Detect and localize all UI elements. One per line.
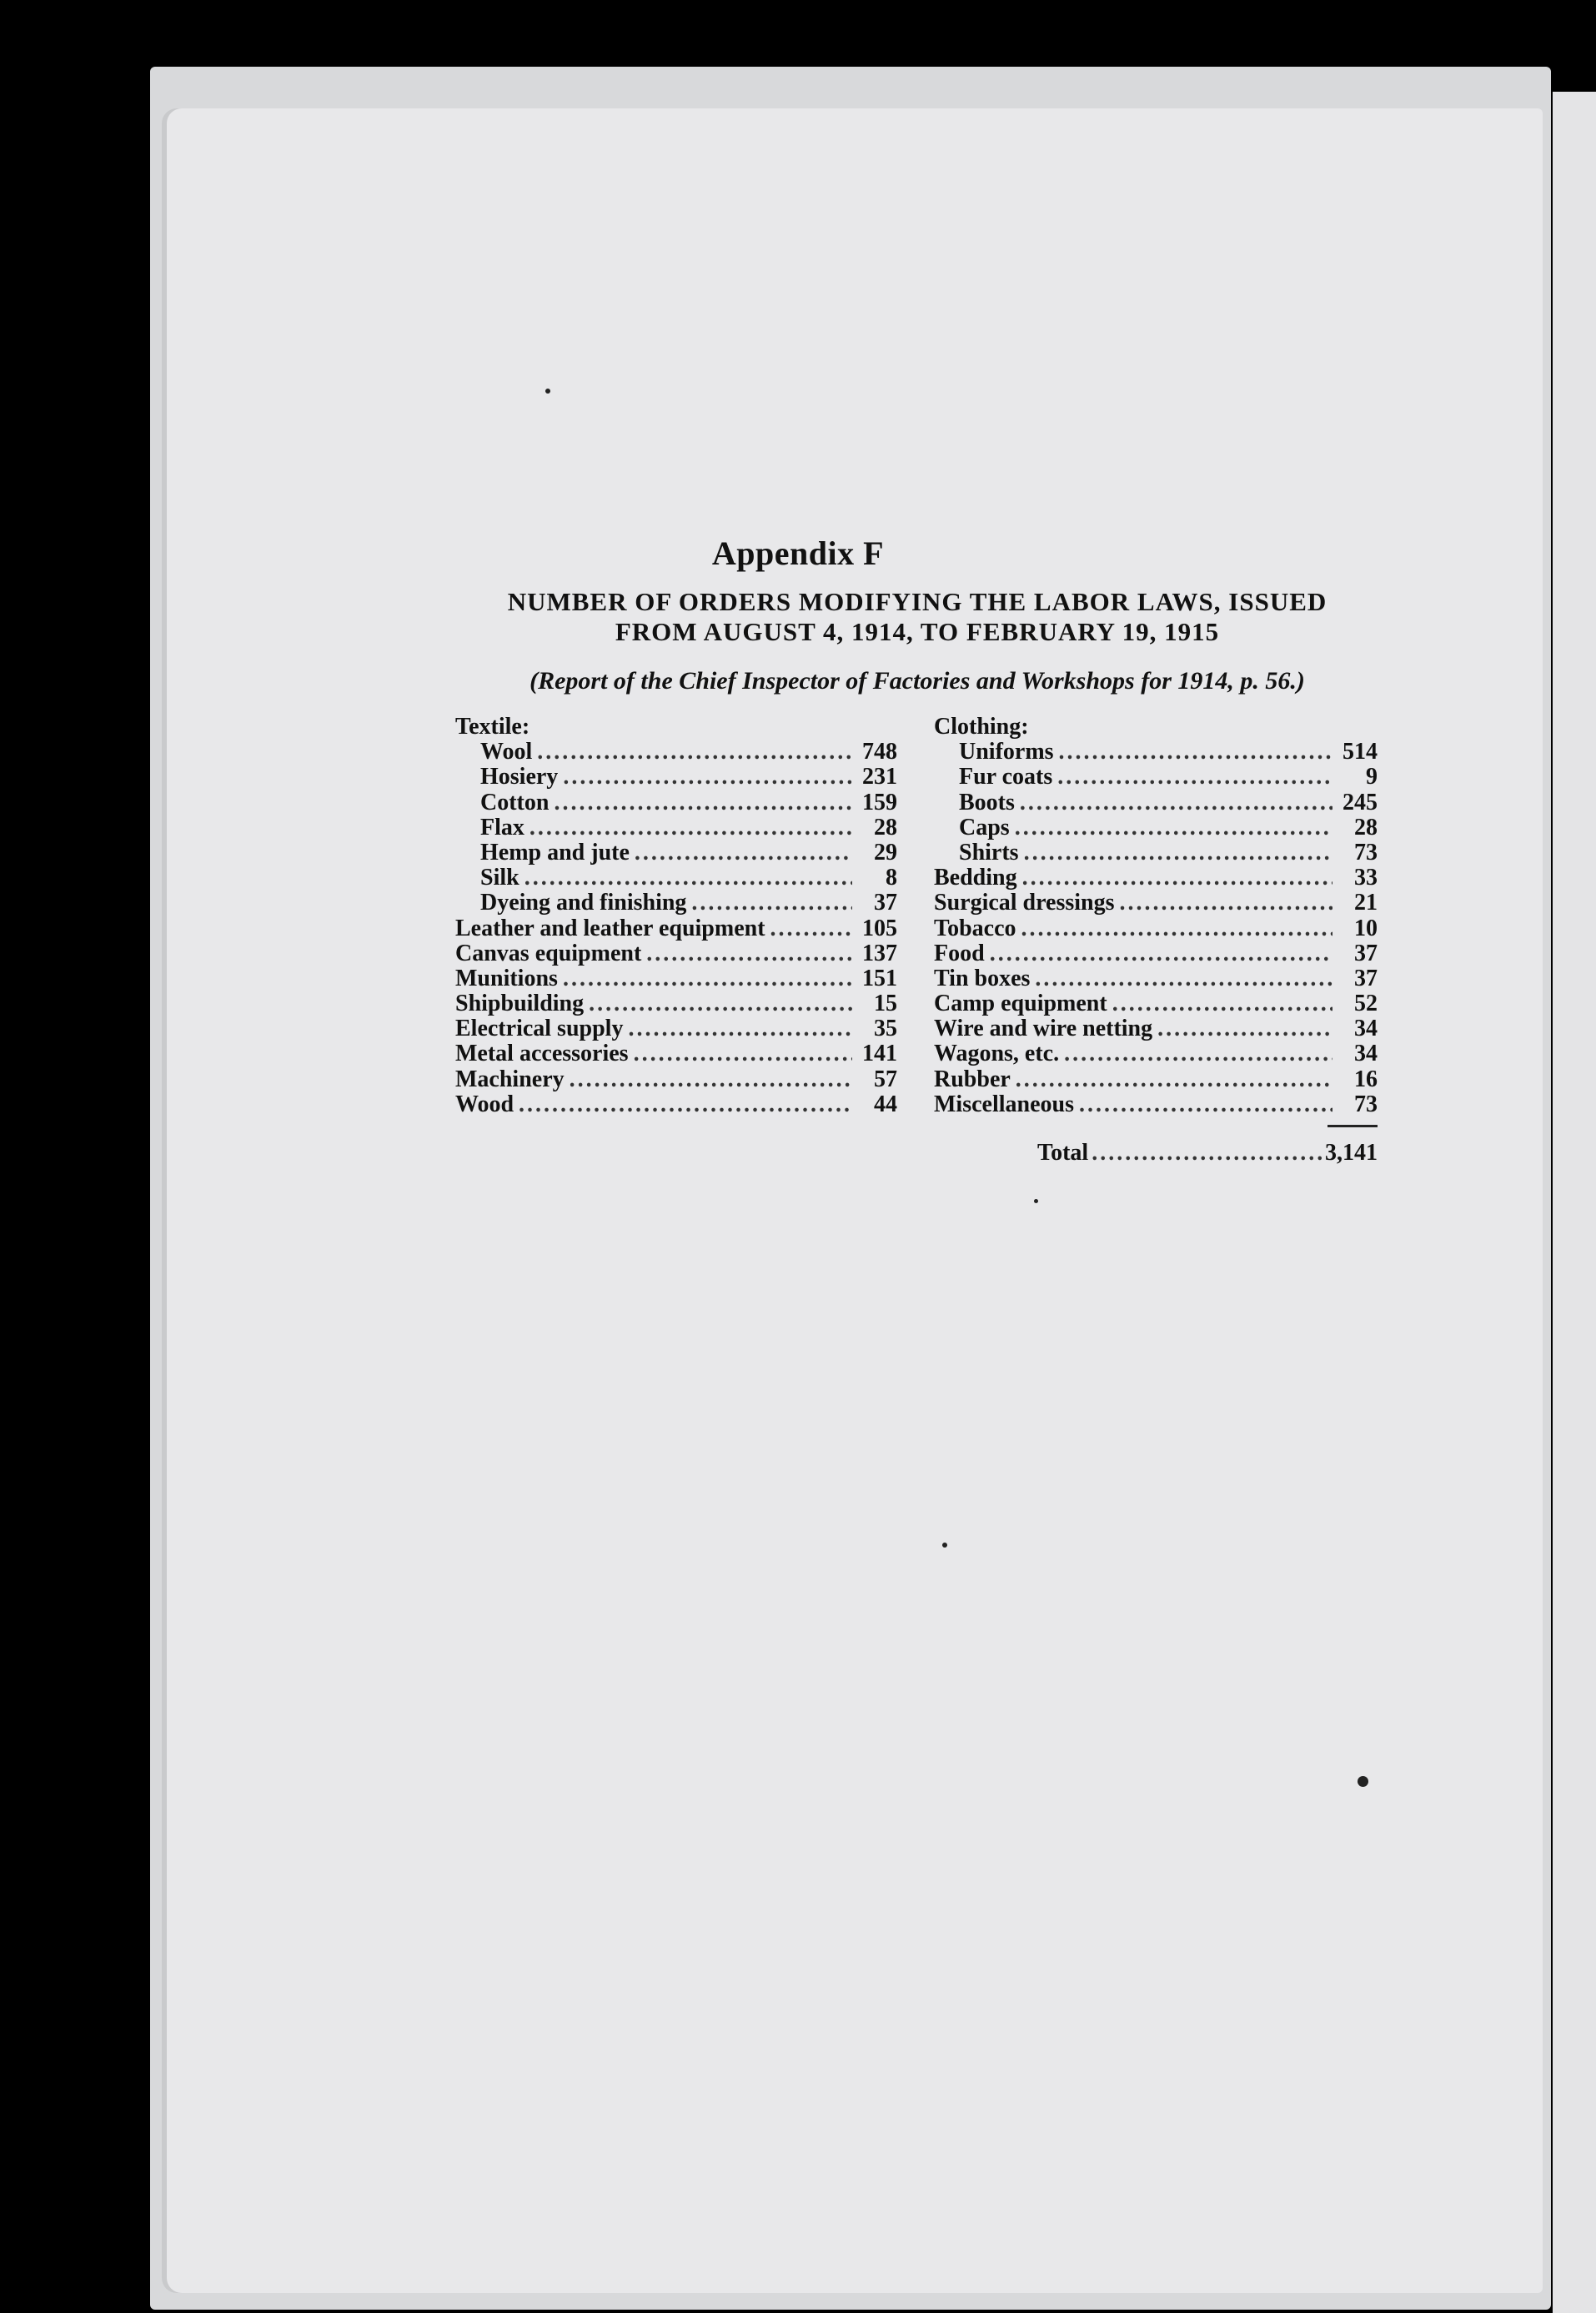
table-heading [417,587,1418,647]
row-value: 34 [1354,1016,1378,1042]
facing-page-edge [1553,92,1596,2313]
source-citation: (Report of the Chief Inspector of Factories and Workshops for 1914, p. 56.) [529,667,1305,695]
table-row [455,916,897,941]
leader-dots [646,941,852,966]
row-value: 748 [862,739,897,765]
table-row [934,991,1378,1016]
table-row [934,765,1378,790]
row-value: 35 [874,1016,897,1042]
row-label: Caps [959,814,1010,840]
row-value: 9 [1366,764,1378,790]
leader-dots [529,815,852,840]
table-row [455,815,897,840]
row-label: Tobacco [934,915,1016,941]
row-value: 37 [1354,940,1378,966]
leader-dots [519,1092,852,1117]
leader-dots [1059,740,1333,765]
table-row [934,790,1378,815]
table-row [934,740,1378,765]
row-value: 34 [1354,1041,1378,1067]
left-column [455,715,897,1117]
leader-dots [770,916,852,941]
row-label: Rubber [934,1066,1011,1092]
total-rule [1327,1125,1378,1127]
row-value: 21 [1354,890,1378,916]
table-row [455,1016,897,1041]
table-row [455,1067,897,1092]
table-row [934,891,1378,916]
table-row [934,815,1378,840]
leader-dots [990,941,1333,966]
right-column [934,715,1378,1117]
row-label: Silk [480,865,519,891]
leader-dots [1015,815,1333,840]
row-value: 73 [1354,839,1378,865]
row-label: Canvas equipment [455,940,642,966]
row-value: 514 [1343,739,1378,765]
table-row [934,1016,1378,1041]
row-value: 37 [874,890,897,916]
table-row [455,840,897,865]
leader-dots [589,991,852,1016]
table-row [934,840,1378,865]
table-row [934,966,1378,991]
leader-dots [1022,865,1333,891]
leader-dots [563,765,852,790]
row-label: Shipbuilding [455,991,585,1017]
row-label: Cotton [480,789,550,815]
row-label: Hosiery [480,764,559,790]
row-value: 10 [1354,915,1378,941]
table-row [455,941,897,966]
leader-dots [1057,765,1333,790]
row-label: Electrical supply [455,1016,624,1042]
document-page [167,108,1543,2293]
row-value: 28 [874,814,897,840]
row-value: 37 [1354,965,1378,991]
row-label: Machinery [455,1066,565,1092]
leader-dots [635,840,852,865]
row-value: 15 [874,991,897,1017]
leader-dots [1079,1092,1333,1117]
row-label: Bedding [934,865,1017,891]
leader-dots [1120,891,1333,916]
total-label: Total [1037,1140,1089,1166]
leader-dots [1064,1041,1333,1066]
row-label: Munitions [455,965,558,991]
row-label: Metal accessories [455,1041,629,1067]
row-label: Wood [455,1091,514,1117]
table-row [934,1067,1378,1092]
category-header [455,715,897,740]
row-value: 245 [1343,789,1378,815]
leader-dots [1016,1067,1333,1092]
speck [1358,1776,1368,1787]
table-row [455,1041,897,1066]
row-value: 57 [874,1066,897,1092]
row-label: Uniforms [959,739,1054,765]
row-label: Wool [480,739,533,765]
speck [1034,1199,1038,1203]
leader-dots [1020,790,1333,815]
row-value: 8 [886,865,897,891]
table-row [455,991,897,1016]
row-value: 105 [862,915,897,941]
leader-dots [628,1016,852,1041]
row-label: Camp equipment [934,991,1107,1017]
row-label: Miscellaneous [934,1091,1074,1117]
table-row [455,765,897,790]
row-label: Hemp and jute [480,839,630,865]
row-label: Shirts [959,839,1019,865]
row-value: 231 [862,764,897,790]
total-value: 3,141 [1325,1140,1378,1166]
row-value: 52 [1354,991,1378,1017]
leader-dots [1024,840,1333,865]
appendix-title: Appendix F [711,534,885,572]
row-label: Surgical dressings [934,890,1115,916]
table-row [455,740,897,765]
table-row [934,916,1378,941]
table-row [455,966,897,991]
table-row [934,865,1378,891]
row-label: Tin boxes [934,965,1031,991]
row-value: 33 [1354,865,1378,891]
row-value: 159 [862,789,897,815]
row-value: 16 [1354,1066,1378,1092]
row-value: 137 [862,940,897,966]
leader-dots [1112,991,1333,1016]
table-row [455,1092,897,1117]
table-row [934,1092,1378,1117]
leader-dots [537,740,852,765]
leader-dots [691,891,852,916]
row-label: Flax [480,814,524,840]
total-row [1037,1140,1378,1167]
leader-dots [1092,1140,1322,1167]
row-value: 73 [1354,1091,1378,1117]
leader-dots [1157,1016,1333,1041]
row-value: 151 [862,965,897,991]
table-row [934,941,1378,966]
leader-dots [1035,966,1333,991]
row-label: Fur coats [959,764,1053,790]
row-label: Textile: [455,714,530,740]
heading-line-2: FROM AUGUST 4, 1914, TO FEBRUARY 19, 1915 [615,617,1220,646]
row-label: Food [934,940,985,966]
table-row [455,891,897,916]
speck [545,389,550,394]
category-header [934,715,1378,740]
leader-dots [524,865,852,891]
row-value: 29 [874,839,897,865]
speck [942,1543,947,1548]
leader-dots [1021,916,1333,941]
leader-dots [634,1041,852,1066]
table-row [455,790,897,815]
leader-dots [570,1067,852,1092]
row-label: Clothing: [934,714,1029,740]
row-value: 28 [1354,814,1378,840]
row-label: Wagons, etc. [934,1041,1060,1067]
table-row [455,865,897,891]
leader-dots [554,790,852,815]
row-value: 44 [874,1091,897,1117]
leader-dots [563,966,852,991]
row-label: Leather and leather equipment [455,915,765,941]
row-value: 141 [862,1041,897,1067]
row-label: Boots [959,789,1015,815]
row-label: Dyeing and finishing [480,890,687,916]
heading-line-1: NUMBER OF ORDERS MODIFYING THE LABOR LAWS, ISSUED [507,587,1327,616]
table-row [934,1041,1378,1066]
row-label: Wire and wire netting [934,1016,1153,1042]
